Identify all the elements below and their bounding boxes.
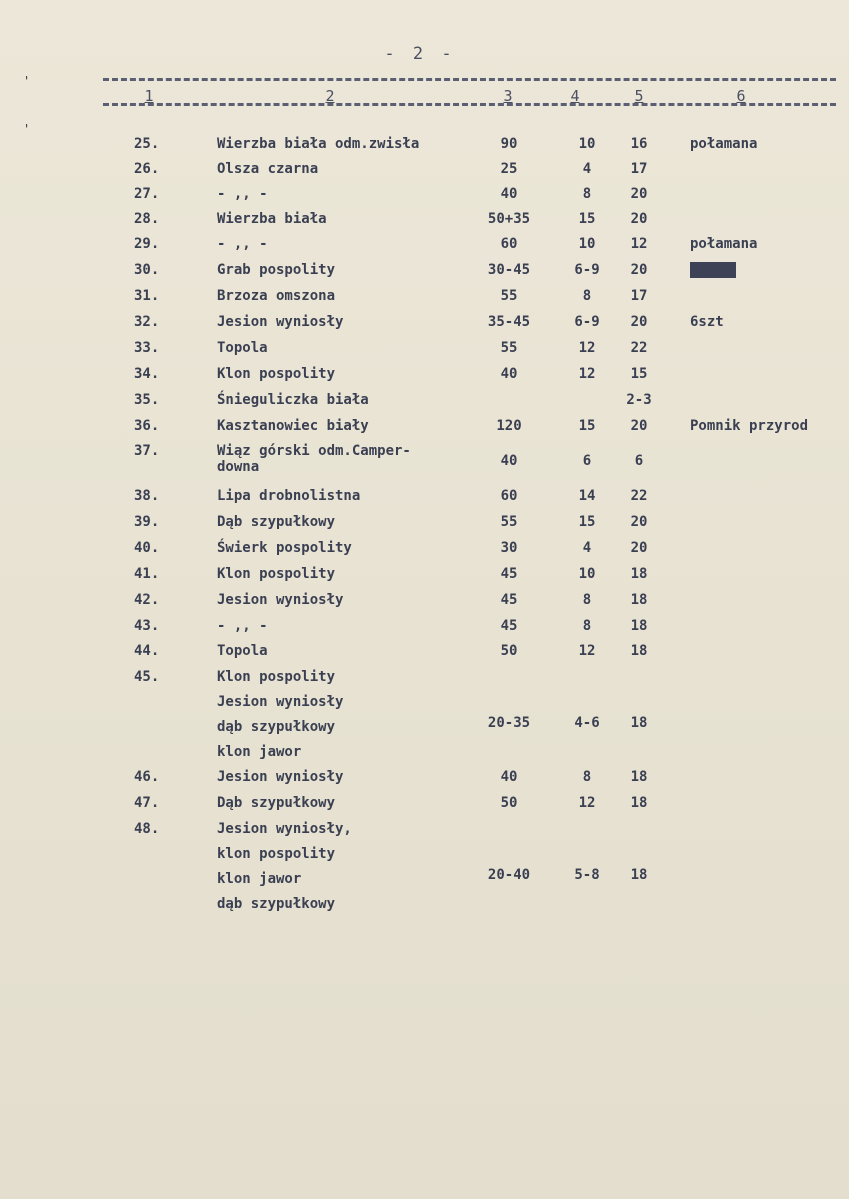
row-number: 47. bbox=[134, 795, 160, 811]
column-header: 1 bbox=[144, 87, 154, 105]
value-col-3: 60 bbox=[500, 236, 518, 252]
remarks: Pomnik przyrod bbox=[690, 418, 809, 434]
species-name: Świerk pospolity bbox=[217, 540, 352, 556]
value-col-5: 18 bbox=[630, 795, 648, 811]
table-row bbox=[0, 643, 849, 667]
row-number: 28. bbox=[134, 211, 160, 227]
table-top-rule bbox=[103, 78, 836, 81]
value-col-3: 45 bbox=[500, 618, 518, 634]
column-header: 3 bbox=[503, 87, 513, 105]
table-row bbox=[0, 161, 849, 185]
row-number: 32. bbox=[134, 314, 160, 330]
species-name: Jesion wyniosły bbox=[217, 769, 344, 785]
row-number: 43. bbox=[134, 618, 160, 634]
table-row bbox=[0, 136, 849, 160]
value-col-5: 2-3 bbox=[626, 392, 652, 408]
table-row bbox=[0, 669, 849, 760]
column-header: 5 bbox=[634, 87, 644, 105]
species-name: - ,, - bbox=[217, 186, 268, 202]
value-col-3: 55 bbox=[500, 514, 518, 530]
value-col-4: 15 bbox=[578, 211, 596, 227]
value-col-4: 12 bbox=[578, 643, 596, 659]
value-col-3: 40 bbox=[500, 366, 518, 382]
species-name: Topola bbox=[217, 340, 268, 356]
row-number: 36. bbox=[134, 418, 160, 434]
value-col-5: 12 bbox=[630, 236, 648, 252]
value-col-3: 30-45 bbox=[487, 262, 531, 278]
value-col-3: 40 bbox=[500, 453, 518, 469]
value-col-4: 4-6 bbox=[574, 714, 600, 731]
value-col-5: 18 bbox=[630, 566, 648, 582]
margin-mark: ' bbox=[23, 74, 31, 88]
value-col-4: 6 bbox=[582, 453, 592, 469]
species-name-line: Jesion wyniosły bbox=[217, 694, 344, 710]
row-number: 42. bbox=[134, 592, 160, 608]
value-col-5: 22 bbox=[630, 488, 648, 504]
column-header: 6 bbox=[736, 87, 746, 105]
table-row bbox=[0, 288, 849, 312]
row-number: 45. bbox=[134, 669, 160, 685]
value-col-5: 20 bbox=[630, 186, 648, 202]
row-number: 46. bbox=[134, 769, 160, 785]
table-row bbox=[0, 418, 849, 442]
species-name: Klon pospolity bbox=[217, 366, 336, 382]
remarks: połamana bbox=[690, 236, 758, 252]
table-row bbox=[0, 366, 849, 390]
species-name: Klon pospolity bbox=[217, 566, 336, 582]
value-col-3: 90 bbox=[500, 136, 518, 152]
value-col-5: 20 bbox=[630, 540, 648, 556]
value-col-5: 6 bbox=[634, 453, 644, 469]
table-row bbox=[0, 236, 849, 260]
value-col-5: 20 bbox=[630, 262, 648, 278]
value-col-4: 8 bbox=[582, 288, 592, 304]
remarks: XXXXX bbox=[692, 262, 735, 278]
value-col-3: 45 bbox=[500, 592, 518, 608]
table-row bbox=[0, 262, 849, 286]
row-number: 34. bbox=[134, 366, 160, 382]
table-row bbox=[0, 592, 849, 616]
table-row bbox=[0, 514, 849, 538]
species-name: Grab pospolity bbox=[217, 262, 336, 278]
value-col-4: 8 bbox=[582, 186, 592, 202]
value-col-5: 17 bbox=[630, 288, 648, 304]
species-name-line: klon jawor bbox=[217, 871, 302, 887]
value-col-4: 4 bbox=[582, 540, 592, 556]
table-row bbox=[0, 186, 849, 210]
value-col-5: 20 bbox=[630, 514, 648, 530]
value-col-5: 18 bbox=[630, 592, 648, 608]
value-col-5: 17 bbox=[630, 161, 648, 177]
margin-mark: ' bbox=[23, 122, 31, 136]
value-col-4: 8 bbox=[582, 769, 592, 785]
table-row bbox=[0, 795, 849, 819]
species-name: Topola bbox=[217, 643, 268, 659]
row-number: 40. bbox=[134, 540, 160, 556]
value-col-4: 6-9 bbox=[574, 262, 600, 278]
value-col-3: 20-35 bbox=[487, 714, 531, 731]
species-name-line: dąb szypułkowy bbox=[217, 719, 336, 735]
value-col-5: 20 bbox=[630, 314, 648, 330]
species-name: Kasztanowiec biały bbox=[217, 418, 369, 434]
species-name: Dąb szypułkowy bbox=[217, 514, 336, 530]
species-name: Wierzba biała bbox=[217, 211, 327, 227]
value-col-3: 60 bbox=[500, 488, 518, 504]
remarks: 6szt bbox=[690, 314, 724, 330]
species-name: Jesion wyniosły, bbox=[217, 821, 352, 837]
value-col-4: 12 bbox=[578, 340, 596, 356]
species-name: Dąb szypułkowy bbox=[217, 795, 336, 811]
page-number: - 2 - bbox=[384, 44, 456, 64]
table-row bbox=[0, 821, 849, 912]
species-name: Wiąz górski odm.Camper- bbox=[217, 443, 411, 459]
value-col-3: 35-45 bbox=[487, 314, 531, 330]
row-number: 39. bbox=[134, 514, 160, 530]
value-col-4: 12 bbox=[578, 366, 596, 382]
species-name: Lipa drobnolistna bbox=[217, 488, 361, 504]
species-name-continued: downa bbox=[217, 459, 260, 475]
value-col-3: 50 bbox=[500, 643, 518, 659]
value-col-3: 55 bbox=[500, 288, 518, 304]
species-name: Brzoza omszona bbox=[217, 288, 336, 304]
value-col-3: 55 bbox=[500, 340, 518, 356]
table-row bbox=[0, 443, 849, 475]
value-col-5: 18 bbox=[630, 714, 648, 731]
table-row bbox=[0, 769, 849, 793]
column-header: 2 bbox=[325, 87, 335, 105]
row-number: 25. bbox=[134, 136, 160, 152]
value-col-5: 18 bbox=[630, 866, 648, 883]
value-col-5: 18 bbox=[630, 769, 648, 785]
value-col-5: 20 bbox=[630, 211, 648, 227]
value-col-4: 8 bbox=[582, 618, 592, 634]
row-number: 41. bbox=[134, 566, 160, 582]
table-row bbox=[0, 540, 849, 564]
value-col-5: 18 bbox=[630, 643, 648, 659]
value-col-3: 40 bbox=[500, 769, 518, 785]
value-col-4: 5-8 bbox=[574, 866, 600, 883]
table-header-rule bbox=[103, 103, 836, 106]
value-col-4: 12 bbox=[578, 795, 596, 811]
species-name-line: dąb szypułkowy bbox=[217, 896, 336, 912]
remarks: połamana bbox=[690, 136, 758, 152]
table-row bbox=[0, 314, 849, 338]
species-name: Jesion wyniosły bbox=[217, 314, 344, 330]
species-name: Wierzba biała odm.zwisła bbox=[217, 136, 420, 152]
value-col-5: 15 bbox=[630, 366, 648, 382]
species-name: Śnieguliczka biała bbox=[217, 392, 369, 408]
value-col-3: 120 bbox=[496, 418, 522, 434]
row-number: 48. bbox=[134, 821, 160, 837]
table-row bbox=[0, 566, 849, 590]
value-col-4: 8 bbox=[582, 592, 592, 608]
value-col-4: 10 bbox=[578, 566, 596, 582]
species-name: Jesion wyniosły bbox=[217, 592, 344, 608]
row-number: 37. bbox=[134, 443, 160, 459]
column-header: 4 bbox=[570, 87, 580, 105]
value-col-4: 4 bbox=[582, 161, 592, 177]
value-col-3: 50 bbox=[500, 795, 518, 811]
value-col-4: 15 bbox=[578, 514, 596, 530]
value-col-5: 16 bbox=[630, 136, 648, 152]
value-col-3: 30 bbox=[500, 540, 518, 556]
value-col-3: 25 bbox=[500, 161, 518, 177]
value-col-4: 15 bbox=[578, 418, 596, 434]
row-number: 38. bbox=[134, 488, 160, 504]
species-name: - ,, - bbox=[217, 236, 268, 252]
species-name: Olsza czarna bbox=[217, 161, 319, 177]
row-number: 35. bbox=[134, 392, 160, 408]
value-col-4: 10 bbox=[578, 136, 596, 152]
table-row bbox=[0, 392, 849, 416]
species-name-line: klon pospolity bbox=[217, 846, 336, 862]
table-row bbox=[0, 488, 849, 512]
value-col-4: 10 bbox=[578, 236, 596, 252]
row-number: 44. bbox=[134, 643, 160, 659]
species-name: Klon pospolity bbox=[217, 669, 336, 685]
row-number: 27. bbox=[134, 186, 160, 202]
value-col-4: 6-9 bbox=[574, 314, 600, 330]
value-col-4: 14 bbox=[578, 488, 596, 504]
value-col-3: 20-40 bbox=[487, 866, 531, 883]
row-number: 26. bbox=[134, 161, 160, 177]
table-row bbox=[0, 618, 849, 642]
value-col-5: 22 bbox=[630, 340, 648, 356]
value-col-5: 20 bbox=[630, 418, 648, 434]
value-col-3: 50+35 bbox=[487, 211, 531, 227]
value-col-3: 40 bbox=[500, 186, 518, 202]
row-number: 31. bbox=[134, 288, 160, 304]
value-col-3: 45 bbox=[500, 566, 518, 582]
species-name-line: klon jawor bbox=[217, 744, 302, 760]
table-row bbox=[0, 340, 849, 364]
row-number: 30. bbox=[134, 262, 160, 278]
row-number: 29. bbox=[134, 236, 160, 252]
table-row bbox=[0, 211, 849, 235]
species-name: - ,, - bbox=[217, 618, 268, 634]
row-number: 33. bbox=[134, 340, 160, 356]
value-col-5: 18 bbox=[630, 618, 648, 634]
